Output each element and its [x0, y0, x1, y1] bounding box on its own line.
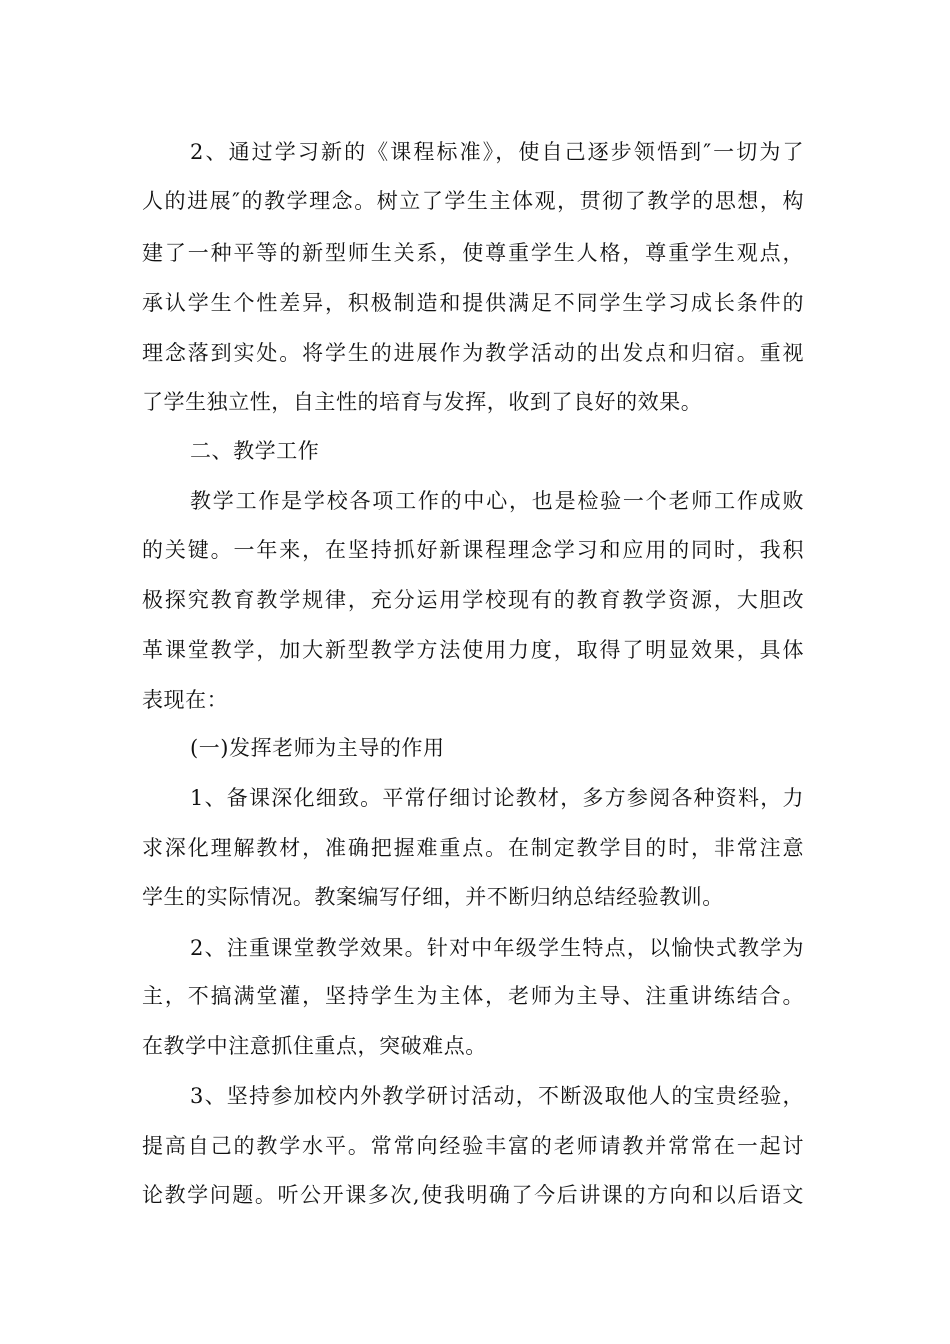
- text-line: 人的进展″的教学理念。树立了学生主体观，贯彻了教学的思想，构: [142, 189, 804, 213]
- text-line: 表现在：: [142, 688, 229, 712]
- text-line: 了学生独立性，自主性的培育与发挥，收到了良好的效果。: [142, 390, 703, 414]
- text-line: 的关键。一年来，在坚持抓好新课程理念学习和应用的同时，我积: [142, 538, 804, 562]
- text-line: 理念落到实处。将学生的进展作为教学活动的出发点和归宿。重视: [142, 341, 804, 365]
- text-line: 在教学中注意抓住重点，突破难点。: [142, 1034, 487, 1058]
- text-line: 3、坚持参加校内外教学研讨活动，不断汲取他人的宝贵经验，: [190, 1084, 804, 1108]
- text-line: 2、注重课堂教学效果。针对中年级学生特点，以愉快式教学为: [190, 936, 804, 960]
- text-line: 提高自己的教学水平。常常向经验丰富的老师请教并常常在一起讨: [142, 1134, 804, 1158]
- text-line: 建了一种平等的新型师生关系，使尊重学生人格，尊重学生观点，: [142, 241, 804, 265]
- text-line: 革课堂教学，加大新型教学方法使用力度，取得了明显效果，具体: [142, 638, 804, 662]
- text-line: 承认学生个性差异，积极制造和提供满足不同学生学习成长条件的: [142, 291, 804, 315]
- text-line: 学生的实际情况。教案编写仔细，并不断归纳总结经验教训。: [142, 885, 724, 909]
- section-heading: 二、教学工作: [190, 439, 320, 463]
- text-line: 教学工作是学校各项工作的中心，也是检验一个老师工作成败: [190, 489, 804, 513]
- subsection-heading: (一)发挥老师为主导的作用: [190, 736, 445, 760]
- text-line: 极探究教育教学规律，充分运用学校现有的教育教学资源，大胆改: [142, 588, 804, 612]
- text-line: 主，不搞满堂灌，坚持学生为主体，老师为主导、注重讲练结合。: [142, 984, 804, 1008]
- text-line: 2、通过学习新的《课程标准》，使自己逐步领悟到″一切为了: [190, 140, 804, 164]
- text-line: 1、备课深化细致。平常仔细讨论教材，多方参阅各种资料，力: [190, 786, 804, 810]
- text-line: 求深化理解教材，准确把握难重点。在制定教学目的时，非常注意: [142, 836, 804, 860]
- text-line: 论教学问题。听公开课多次,使我明确了今后讲课的方向和以后语文: [142, 1183, 804, 1207]
